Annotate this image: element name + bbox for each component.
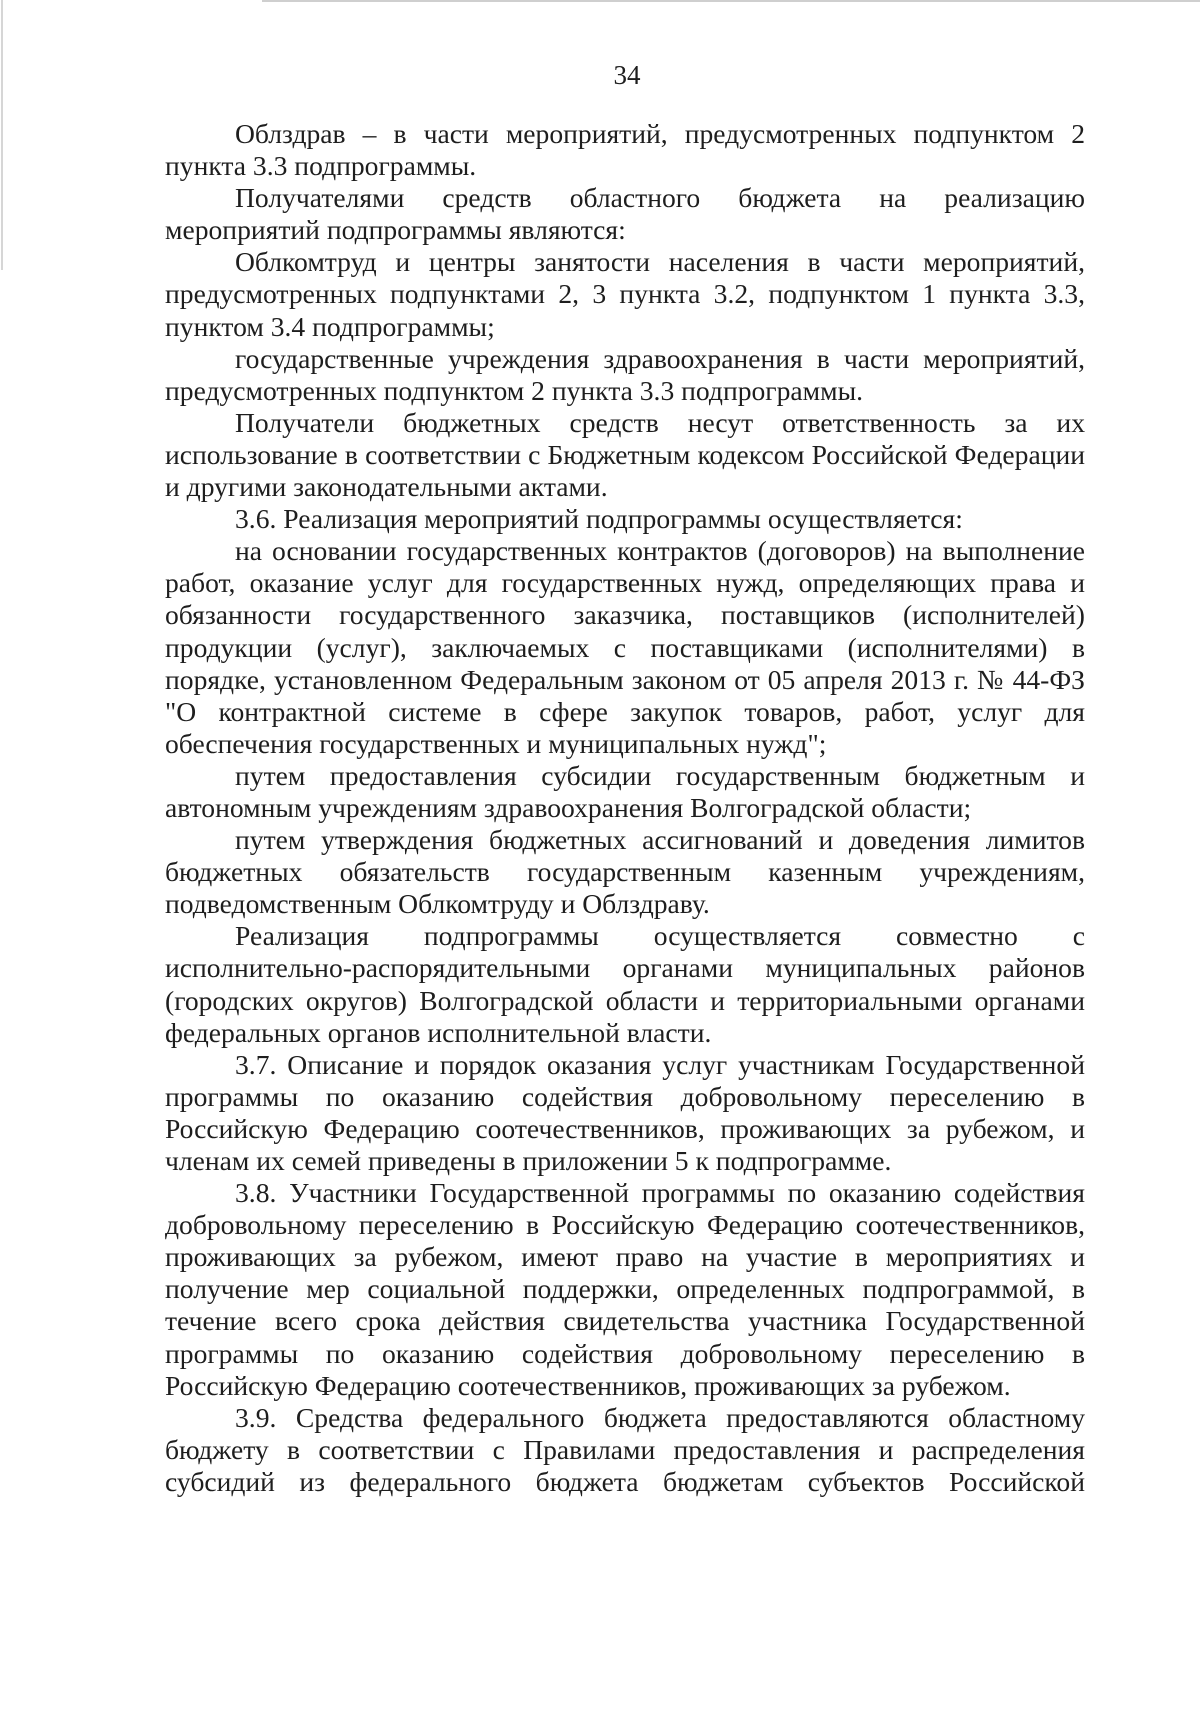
paragraph: Реализация подпрограммы осуществляется совместно с исполнительно-распорядительными органами муниципальных районов (городских округов) Волгоградской области и территориальными органами федеральных органов исполнительной власти. (165, 920, 1085, 1048)
paragraph: путем утверждения бюджетных ассигнований и доведения лимитов бюджетных обязательств государственным казенным учреждениям, подведомственным Облкомтруду и Облздраву. (165, 824, 1085, 920)
paragraph: 3.7. Описание и порядок оказания услуг участникам Государственной программы по оказанию содействия добровольному переселению в Российскую Федерацию соотечественников, проживающих за рубежом, и членам их семей приведены в приложении 5 к подпрограмме. (165, 1048, 1085, 1176)
scan-edge-left (1, 0, 3, 270)
document-body (165, 118, 1085, 1498)
paragraph: 3.8. Участники Государственной программы по оказанию содействия добровольному переселению в Российскую Федерацию соотечественников, проживающих за рубежом, имеют право на участие в мероприятиях и получение мер социальной поддержки, определенных подпрограммой, в течение всего срока действия свидетельства участника Государственной программы по оказанию содействия добровольному переселению в Российскую Федерацию соотечественников, проживающих за рубежом. (165, 1177, 1085, 1401)
paragraph: Получатели бюджетных средств несут ответственность за их использование в соответствии с Бюджетным кодексом Российской Федерации и другими законодательными актами. (165, 406, 1085, 503)
paragraph: 3.9. Средства федерального бюджета предоставляются областному бюджету в соответствии с Правилами предоставления и распределения субсидий из федерального бюджета бюджетам субъектов Российской (165, 1401, 1085, 1497)
scan-edge-top (262, 0, 1200, 2)
paragraph: путем предоставления субсидии государственным бюджетным и автономным учреждениям здравоохранения Волгоградской области; (165, 759, 1085, 823)
paragraph: 3.6. Реализация мероприятий подпрограммы осуществляется: (235, 503, 963, 535)
paragraph: Получателями средств областного бюджета на реализацию мероприятий подпрограммы являются: (165, 182, 1085, 246)
paragraph: государственные учреждения здравоохранения в части мероприятий, предусмотренных подпунктом 2 пункта 3.3 подпрограммы. (165, 342, 1085, 406)
paragraph: Облкомтруд и центры занятости населения в части мероприятий, предусмотренных подпунктами 2, 3 пункта 3.2, подпунктом 1 пункта 3.3, пунктом 3.4 подпрограммы; (165, 246, 1085, 342)
paragraph: Облздрав – в части мероприятий, предусмотренных подпунктом 2 пункта 3.3 подпрограммы. (165, 118, 1085, 182)
paragraph: на основании государственных контрактов (договоров) на выполнение работ, оказание услуг для государственных нужд, определяющих права и обязанности государственного заказчика, поставщиков (исполнителей) продукции (услуг), заключаемых с поставщиками (исполнителями) в порядке, установленном Федеральным законом от 05 апреля 2013 г. № 44-ФЗ "О контрактной системе в сфере закупок товаров, работ, услуг для обеспечения государственных и муниципальных нужд"; (165, 535, 1085, 759)
page-number: 34 (613, 60, 641, 90)
